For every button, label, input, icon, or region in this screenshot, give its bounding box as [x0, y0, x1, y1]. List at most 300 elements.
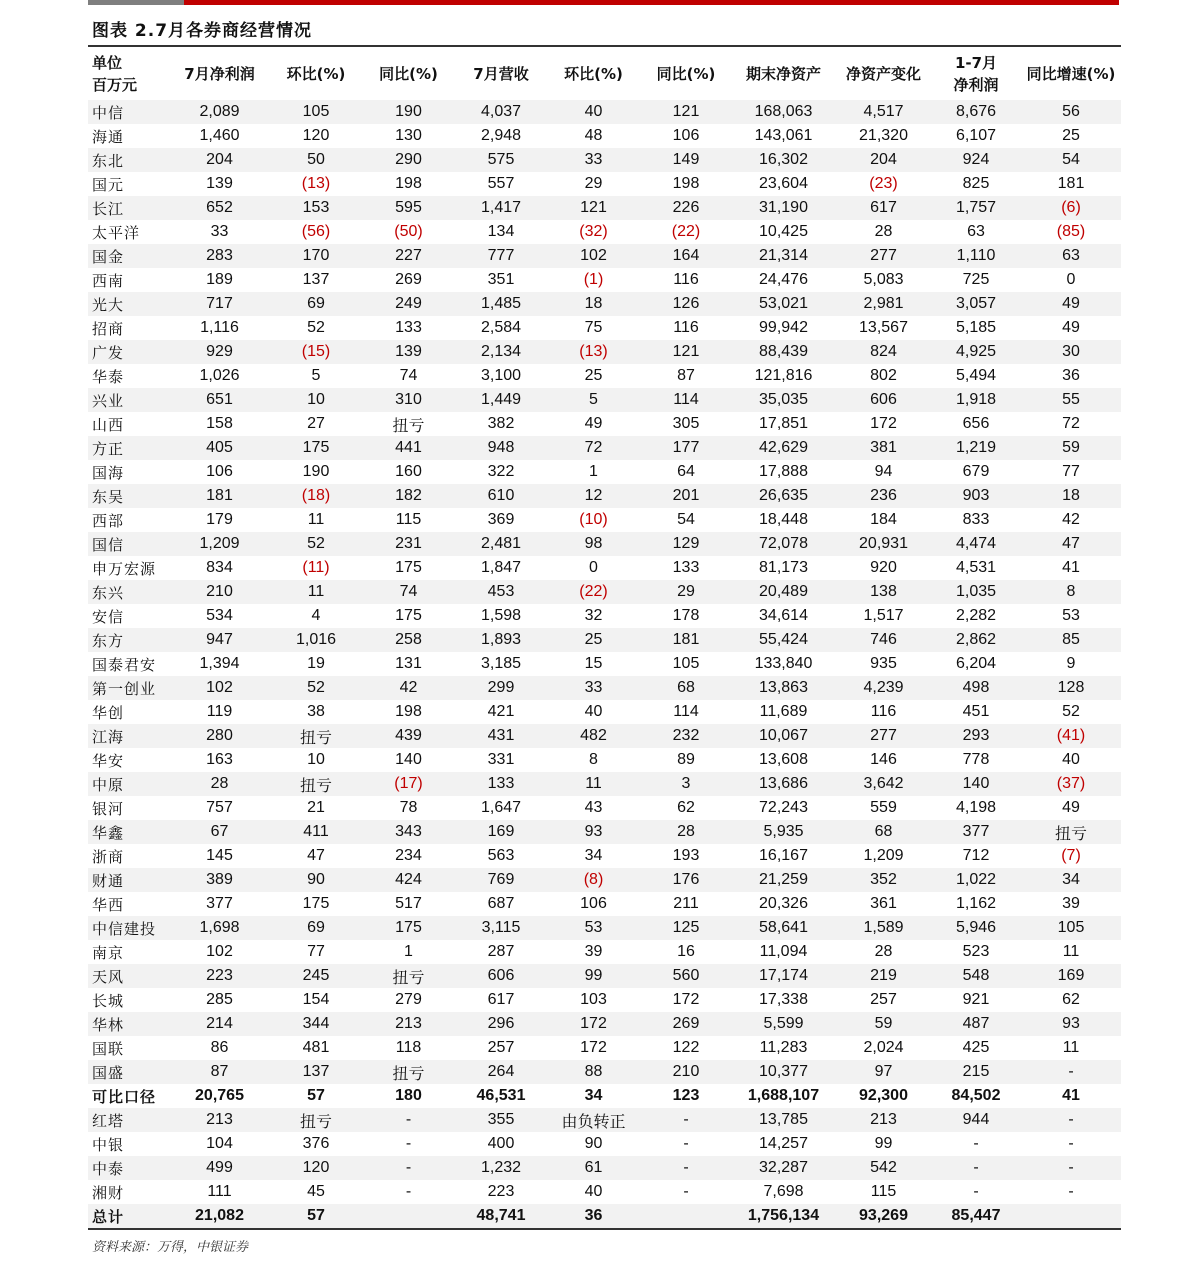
- table-cell: 198: [395, 703, 422, 720]
- table-row: [88, 820, 1121, 844]
- table-cell: 88: [546, 1060, 641, 1084]
- table-cell: 129: [641, 532, 731, 556]
- broker-name-cell: 华创: [92, 703, 125, 722]
- table-row: [88, 1084, 1121, 1108]
- broker-name-cell: 西部: [92, 511, 125, 530]
- table-cell: 75: [584, 319, 603, 336]
- table-cell: 1,110: [931, 244, 1021, 268]
- table-cell: 164: [641, 244, 731, 268]
- broker-name-cell: 华西: [92, 895, 125, 914]
- table-cell: 190: [302, 463, 330, 480]
- table-cell: 184: [870, 511, 897, 528]
- table-cell: 87: [677, 367, 695, 384]
- table-cell: 120: [271, 1156, 361, 1180]
- table-cell: 1,756,134: [731, 1204, 836, 1229]
- table-cell: 32,287: [731, 1156, 836, 1180]
- table-cell: 4,531: [955, 559, 997, 576]
- table-cell: 175: [361, 916, 456, 940]
- table-cell: 453: [456, 580, 546, 604]
- broker-name-cell: 国联: [92, 1039, 125, 1058]
- table-cell: 67: [168, 820, 271, 844]
- table-cell: 25: [584, 367, 603, 384]
- table-cell: 215: [931, 1060, 1021, 1084]
- table-cell: 293: [931, 724, 1021, 748]
- table-cell: 94: [874, 463, 893, 480]
- broker-name-cell: 国海: [92, 463, 125, 482]
- table-cell: 451: [962, 703, 990, 720]
- table-cell: 140: [395, 751, 422, 768]
- table-cell: 68: [641, 676, 731, 700]
- table-cell: 33: [546, 148, 641, 172]
- table-row: [88, 796, 1121, 820]
- table-cell: 924: [931, 148, 1021, 172]
- broker-name-cell: 申万宏源: [92, 559, 157, 578]
- table-cell: 381: [836, 436, 931, 460]
- table-cell: (56): [301, 223, 331, 240]
- table-cell: 3,057: [931, 292, 1021, 316]
- table-cell: 563: [487, 847, 515, 864]
- table-cell: 扭亏: [1021, 820, 1121, 844]
- broker-name-cell: 华鑫: [88, 820, 168, 844]
- table-cell: 扭亏: [271, 724, 361, 748]
- table-cell: (18): [271, 484, 361, 508]
- table-cell: 18,448: [759, 511, 808, 528]
- table-cell: -: [683, 1135, 689, 1152]
- table-cell: 105: [1021, 916, 1121, 940]
- table-cell: -: [1021, 1108, 1121, 1132]
- table-cell: 177: [641, 436, 731, 460]
- table-cell: 355: [456, 1108, 546, 1132]
- table-cell: 283: [168, 244, 271, 268]
- table-cell: 9: [1066, 655, 1076, 672]
- table-cell: 64: [677, 463, 695, 480]
- table-cell: 1,893: [456, 628, 546, 652]
- table-cell: 116: [870, 703, 897, 720]
- table-cell: 421: [487, 703, 515, 720]
- table-cell: 769: [456, 868, 546, 892]
- table-cell: -: [405, 1135, 412, 1152]
- table-row: [88, 1204, 1121, 1229]
- table-cell: 487: [931, 1012, 1021, 1036]
- table-cell: (15): [271, 340, 361, 364]
- table-cell: 40: [584, 1183, 603, 1200]
- table-cell: 30: [1021, 340, 1121, 364]
- table-cell: 1,016: [271, 628, 361, 652]
- table-cell: 557: [487, 175, 515, 192]
- broker-name-cell: 南京: [92, 943, 125, 962]
- table-cell: 1,517: [863, 607, 904, 624]
- table-cell: 175: [302, 895, 330, 912]
- table-cell: 606: [836, 388, 931, 412]
- table-cell: 98: [546, 532, 641, 556]
- table-cell: 85: [1021, 628, 1121, 652]
- table-cell: 2,089: [168, 100, 271, 124]
- table-cell: -: [361, 1156, 456, 1180]
- table-cell: 210: [168, 580, 271, 604]
- table-row: [88, 916, 1121, 940]
- table-cell: 104: [206, 1135, 233, 1152]
- table-cell: 651: [168, 388, 271, 412]
- table-cell: 296: [456, 1012, 546, 1036]
- table-cell: 145: [206, 847, 233, 864]
- table-cell: 158: [206, 415, 233, 432]
- table-cell: 193: [672, 847, 700, 864]
- table-cell: 25: [546, 628, 641, 652]
- table-cell: 175: [271, 436, 361, 460]
- table-cell: (32): [579, 223, 608, 240]
- table-cell: 93,269: [836, 1204, 931, 1229]
- table-cell: 1,647: [480, 799, 522, 816]
- table-cell: 534: [206, 607, 233, 624]
- table-cell: 181: [641, 628, 731, 652]
- table-cell: (85): [1056, 223, 1086, 240]
- broker-name-cell: 国泰君安: [92, 655, 157, 674]
- column-header: 7月净利润: [184, 65, 255, 83]
- table-row: [88, 676, 1121, 700]
- table-row: [88, 532, 1121, 556]
- table-cell: 4,474: [931, 532, 1021, 556]
- table-cell: -: [405, 1183, 412, 1200]
- table-cell: 72,243: [759, 799, 808, 816]
- table-cell: (50): [394, 223, 423, 240]
- table-cell: 90: [584, 1135, 603, 1152]
- table-cell: (11): [302, 559, 330, 576]
- table-cell: [1021, 1204, 1121, 1229]
- table-cell: 46,531: [476, 1087, 526, 1104]
- table-cell: 258: [361, 628, 456, 652]
- table-row: [88, 316, 1121, 340]
- table-cell: 88,439: [731, 340, 836, 364]
- broker-name-cell: 财通: [88, 868, 168, 892]
- table-cell: 154: [302, 991, 330, 1008]
- table-cell: 77: [1062, 463, 1080, 480]
- table-cell: 48,741: [456, 1204, 546, 1229]
- table-cell: 99,942: [759, 319, 808, 336]
- table-cell: 11: [271, 580, 361, 604]
- table-cell: 223: [168, 964, 271, 988]
- table-cell: 4: [311, 607, 321, 624]
- table-cell: 2,948: [480, 127, 522, 144]
- table-cell: 180: [395, 1087, 422, 1104]
- broker-name-cell: 长城: [92, 991, 125, 1010]
- broker-name-cell: 西南: [92, 271, 125, 290]
- table-cell: -: [973, 1183, 979, 1200]
- table-cell: 227: [361, 244, 456, 268]
- broker-name-cell: 东北: [88, 148, 168, 172]
- table-cell: 10: [307, 751, 325, 768]
- source-note: 资料来源：万得，中银证券: [92, 1240, 249, 1255]
- table-cell: 97: [836, 1060, 931, 1084]
- header-accent-bar-gray: [88, 0, 184, 5]
- table-cell: 17,338: [759, 991, 808, 1008]
- table-cell: 115: [870, 1183, 897, 1200]
- table-cell: 36: [1062, 367, 1080, 384]
- table-cell: 99: [546, 964, 641, 988]
- table-cell: 17,888: [759, 463, 808, 480]
- table-cell: 617: [487, 991, 515, 1008]
- table-cell: 42,629: [731, 436, 836, 460]
- table-cell: 28: [874, 943, 893, 960]
- table-cell: 11: [1062, 943, 1080, 960]
- table-cell: 1,757: [931, 196, 1021, 220]
- table-cell: 47: [1021, 532, 1121, 556]
- table-cell: 1,918: [931, 388, 1021, 412]
- table-cell: 1,417: [456, 196, 546, 220]
- table-cell: 16,167: [759, 847, 808, 864]
- table-cell: 257: [487, 1039, 515, 1056]
- table-cell: 189: [206, 271, 233, 288]
- table-cell: 2,862: [931, 628, 1021, 652]
- table-cell: 204: [168, 148, 271, 172]
- table-row: [88, 628, 1121, 652]
- table-cell: 11: [1062, 1039, 1080, 1056]
- table-row: [88, 388, 1121, 412]
- table-cell: 352: [836, 868, 931, 892]
- table-row: [88, 1156, 1121, 1180]
- table-cell: 137: [302, 271, 330, 288]
- table-cell: 1,589: [836, 916, 931, 940]
- table-cell: 49: [1062, 319, 1080, 336]
- table-cell: 102: [168, 676, 271, 700]
- table-cell: 16: [677, 943, 695, 960]
- table-cell: 34: [1021, 868, 1121, 892]
- table-cell: [641, 1204, 731, 1229]
- broker-name-cell: 方正: [88, 436, 168, 460]
- table-cell: 40: [584, 703, 603, 720]
- table-row: [88, 364, 1121, 388]
- table-cell: 172: [672, 991, 700, 1008]
- table-cell: 32: [584, 607, 603, 624]
- table-cell: 5,946: [931, 916, 1021, 940]
- table-cell: 170: [271, 244, 361, 268]
- table-row: [88, 604, 1121, 628]
- table-cell: 43: [584, 799, 603, 816]
- table-cell: 441: [361, 436, 456, 460]
- table-cell: 122: [672, 1039, 700, 1056]
- table-cell: 106: [672, 127, 700, 144]
- table-cell: 77: [307, 943, 325, 960]
- table-cell: 21,259: [731, 868, 836, 892]
- table-cell: 11,689: [759, 703, 808, 720]
- table-cell: 213: [168, 1108, 271, 1132]
- table-row: [88, 172, 1121, 196]
- table-cell: 114: [641, 388, 731, 412]
- table-cell: 133: [395, 319, 422, 336]
- table-row: [88, 124, 1121, 148]
- table-cell: 168,063: [731, 100, 836, 124]
- table-cell: 921: [962, 991, 990, 1008]
- table-cell: 1,598: [480, 607, 522, 624]
- table-cell: 198: [395, 175, 422, 192]
- table-cell: 31,190: [731, 196, 836, 220]
- table-cell: 344: [271, 1012, 361, 1036]
- table-cell: 121: [546, 196, 641, 220]
- table-cell: 431: [456, 724, 546, 748]
- table-cell: 725: [962, 271, 990, 288]
- table-cell: 13,567: [859, 319, 908, 336]
- broker-name-cell: 江海: [88, 724, 168, 748]
- table-cell: 617: [836, 196, 931, 220]
- table-cell: 2,024: [863, 1039, 904, 1056]
- table-cell: 523: [962, 943, 990, 960]
- table-cell: 133: [672, 559, 700, 576]
- table-cell: 84,502: [951, 1087, 1001, 1104]
- table-cell: 746: [836, 628, 931, 652]
- table-cell: 52: [1062, 703, 1080, 720]
- table-row: [88, 268, 1121, 292]
- table-cell: 扭亏: [361, 964, 456, 988]
- table-cell: 1,847: [480, 559, 522, 576]
- table-cell: 126: [641, 292, 731, 316]
- table-cell: 41: [1062, 559, 1080, 576]
- table-cell: (37): [1021, 772, 1121, 796]
- table-cell: 29: [641, 580, 731, 604]
- table-cell: 52: [307, 319, 325, 336]
- table-cell: 86: [210, 1039, 229, 1056]
- table-cell: 299: [456, 676, 546, 700]
- table-cell: 13,785: [731, 1108, 836, 1132]
- table-cell: 517: [395, 895, 422, 912]
- table-cell: 12: [546, 484, 641, 508]
- table-cell: 扭亏: [271, 1108, 361, 1132]
- table-cell: 17,174: [731, 964, 836, 988]
- table-cell: -: [641, 1156, 731, 1180]
- table-cell: 39: [1062, 895, 1080, 912]
- table-cell: 3,115: [456, 916, 546, 940]
- table-cell: 34: [584, 847, 603, 864]
- broker-name-cell: 中原: [88, 772, 168, 796]
- table-cell: -: [683, 1183, 689, 1200]
- table-cell: 21: [307, 799, 325, 816]
- table-row: [88, 748, 1121, 772]
- table-cell: 57: [271, 1204, 361, 1229]
- table-cell: 172: [870, 415, 897, 432]
- table-cell: 36: [546, 1204, 641, 1229]
- table-cell: 116: [673, 271, 699, 288]
- table-cell: 498: [931, 676, 1021, 700]
- table-cell: 89: [677, 751, 695, 768]
- broker-name-cell: 安信: [92, 607, 125, 626]
- table-cell: 20,326: [759, 895, 808, 912]
- table-cell: 1,232: [456, 1156, 546, 1180]
- table-cell: 138: [836, 580, 931, 604]
- table-cell: 20,765: [195, 1087, 244, 1104]
- table-cell: 15: [584, 655, 603, 672]
- table-cell: 285: [206, 991, 233, 1008]
- table-cell: 28: [874, 223, 893, 240]
- table-body: [88, 100, 1121, 1229]
- table-cell: 351: [487, 271, 515, 288]
- table-cell: 扭亏: [361, 1060, 456, 1084]
- table-cell: 5,185: [955, 319, 997, 336]
- table-cell: 125: [641, 916, 731, 940]
- table-cell: 1,460: [199, 127, 240, 144]
- table-cell: (6): [1021, 196, 1121, 220]
- table-row: [88, 964, 1121, 988]
- table-cell: 560: [641, 964, 731, 988]
- table-cell: 322: [487, 463, 515, 480]
- table-cell: 610: [456, 484, 546, 508]
- table-cell: -: [1021, 1156, 1121, 1180]
- table-cell: 69: [271, 916, 361, 940]
- table-cell: 1,485: [456, 292, 546, 316]
- table-cell: 236: [836, 484, 931, 508]
- table-cell: 231: [361, 532, 456, 556]
- table-cell: 29: [584, 175, 603, 192]
- table-cell: 10,067: [731, 724, 836, 748]
- broker-name-cell: 国元: [92, 175, 125, 194]
- column-header: 净资产变化: [845, 65, 921, 83]
- table-cell: 1: [589, 463, 598, 480]
- table-cell: 140: [931, 772, 1021, 796]
- table-cell: 133: [456, 772, 546, 796]
- table-cell: 21,314: [731, 244, 836, 268]
- table-cell: 361: [870, 895, 897, 912]
- table-cell: 181: [168, 484, 271, 508]
- column-header: 同比(%): [379, 65, 438, 83]
- table-cell: 114: [673, 703, 699, 720]
- table-cell: 5: [311, 367, 321, 384]
- table-cell: 935: [870, 655, 897, 672]
- table-cell: 182: [361, 484, 456, 508]
- table-cell: 54: [1021, 148, 1121, 172]
- table-cell: 4,517: [836, 100, 931, 124]
- table-cell: 279: [395, 991, 422, 1008]
- table-cell: 52: [271, 532, 361, 556]
- table-cell: 42: [1062, 511, 1080, 528]
- table-cell: 481: [302, 1039, 330, 1056]
- table-cell: 11,094: [759, 943, 808, 960]
- table-cell: 1,116: [200, 319, 239, 336]
- table-cell: 264: [456, 1060, 546, 1084]
- table-cell: 47: [307, 847, 325, 864]
- table-top-rule: [88, 45, 1121, 47]
- table-cell: 201: [641, 484, 731, 508]
- table-cell: 920: [870, 559, 897, 576]
- table-cell: 21,320: [859, 127, 908, 144]
- column-header: 环比(%): [564, 65, 623, 83]
- table-cell: 226: [641, 196, 731, 220]
- table-cell: 118: [395, 1039, 422, 1056]
- table-cell: 45: [307, 1183, 325, 1200]
- table-cell: 40: [1062, 751, 1080, 768]
- table-cell: 499: [168, 1156, 271, 1180]
- table-cell: 343: [361, 820, 456, 844]
- table-row: [88, 724, 1121, 748]
- table-row: [88, 652, 1121, 676]
- table-cell: 10,377: [731, 1060, 836, 1084]
- table-cell: 290: [361, 148, 456, 172]
- table-cell: 121: [641, 340, 731, 364]
- table-cell: 134: [487, 223, 515, 240]
- table-cell: 542: [836, 1156, 931, 1180]
- table-cell: 382: [487, 415, 515, 432]
- table-cell: 277: [836, 724, 931, 748]
- table-cell: 757: [206, 799, 233, 816]
- table-cell: 377: [931, 820, 1021, 844]
- table-cell: 652: [168, 196, 271, 220]
- table-cell: 3,100: [480, 367, 522, 384]
- header-accent-bar-red: [184, 0, 1119, 5]
- table-cell: -: [1068, 1183, 1074, 1200]
- table-cell: 143,061: [754, 127, 813, 144]
- table-cell: 1,209: [168, 532, 271, 556]
- broker-name-cell: 华林: [88, 1012, 168, 1036]
- table-cell: 305: [672, 415, 700, 432]
- table-cell: 扭亏: [271, 772, 361, 796]
- table-cell: 119: [206, 703, 233, 720]
- table-cell: 160: [395, 463, 422, 480]
